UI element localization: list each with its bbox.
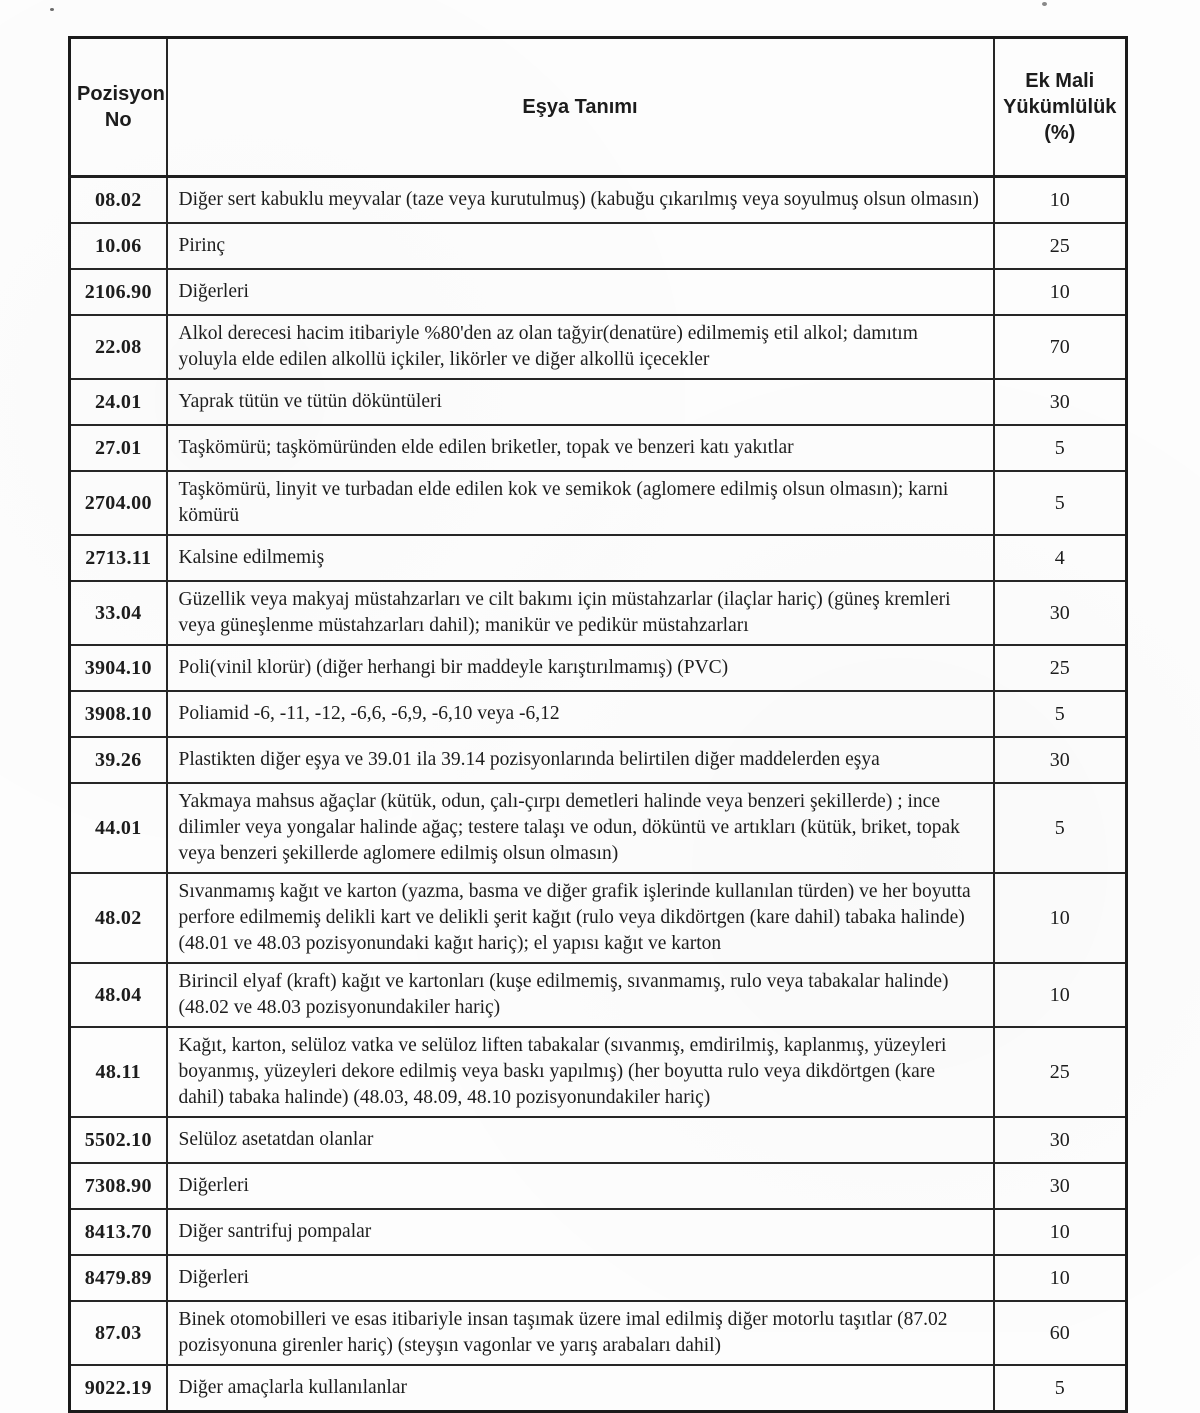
goods-description-cell: Binek otomobilleri ve esas itibariyle insan taşımak üzere imal edilmiş diğer motorlu taşıtlar (87.02 pozisyonuna girenler hariç) (steyşın vagonlar ve yarış arabaları dahil) [167,1301,994,1365]
tariff-table-body [70,177,1127,1412]
position-no-cell: 48.11 [70,1027,167,1117]
position-no-cell: 48.02 [70,873,167,963]
goods-description-cell: Plastikten diğer eşya ve 39.01 ila 39.14 pozisyonlarında belirtilen diğer maddelerden eşya [167,737,994,783]
position-no-cell: 8413.70 [70,1209,167,1255]
additional-duty-rate-cell: 60 [994,1301,1127,1365]
goods-description-cell: Diğerleri [167,269,994,315]
position-no-cell: 87.03 [70,1301,167,1365]
additional-duty-rate-cell: 10 [994,963,1127,1027]
position-no-cell: 10.06 [70,223,167,269]
additional-duty-rate-cell: 70 [994,315,1127,379]
table-row [70,645,1127,691]
table-row [70,379,1127,425]
additional-duty-rate-cell: 10 [994,873,1127,963]
position-no-cell: 5502.10 [70,1117,167,1163]
additional-duty-rate-cell: 5 [994,783,1127,873]
goods-description-cell: Alkol derecesi hacim itibariyle %80'den az olan tağyir(denatüre) edilmemiş etil alkol; damıtım yoluyla elde edilen alkollü içkiler, likörler ve diğer alkollü içecekler [167,315,994,379]
table-row [70,315,1127,379]
goods-description-cell: Poliamid -6, -11, -12, -6,6, -6,9, -6,10 veya -6,12 [167,691,994,737]
position-no-cell: 44.01 [70,783,167,873]
table-row [70,535,1127,581]
position-no-cell: 2704.00 [70,471,167,535]
additional-duty-rate-cell: 10 [994,177,1127,224]
scan-speck [50,8,54,11]
goods-description-cell: Kağıt, karton, selüloz vatka ve selüloz liften tabakalar (sıvanmış, emdirilmiş, kaplanmış, yüzeyleri boyanmış, yüzeyleri dekore edilmiş veya baskı yapılmış) (her boyutta rulo veya dikdörtgen (kare dahil) tabaka halinde) (48.03, 48.09, 48.10 pozisyonundakiler hariç) [167,1027,994,1117]
goods-description-cell: Diğerleri [167,1163,994,1209]
header-row [70,38,1127,177]
table-row [70,1301,1127,1365]
position-no-cell: 22.08 [70,315,167,379]
position-no-cell: 39.26 [70,737,167,783]
position-no-cell: 08.02 [70,177,167,224]
scan-speck [1042,2,1047,6]
table-row [70,1209,1127,1255]
goods-description-cell: Yaprak tütün ve tütün döküntüleri [167,379,994,425]
goods-description-cell: Güzellik veya makyaj müstahzarları ve cilt bakımı için müstahzarlar (ilaçlar hariç) (güneş kremleri veya güneşlenme müstahzarları dahil); manikür ve pedikür müstahzarları [167,581,994,645]
additional-duty-rate-cell: 25 [994,645,1127,691]
header-ek-mali-yukumluluk: Ek Mali Yükümlülük (%) [994,38,1127,177]
position-no-cell: 7308.90 [70,1163,167,1209]
position-no-cell: 27.01 [70,425,167,471]
table-row [70,425,1127,471]
table-row [70,963,1127,1027]
table-row [70,471,1127,535]
goods-description-cell: Diğer amaçlarla kullanılanlar [167,1365,994,1412]
goods-description-cell: Diğer santrifuj pompalar [167,1209,994,1255]
position-no-cell: 2713.11 [70,535,167,581]
table-row [70,1163,1127,1209]
goods-description-cell: Selüloz asetatdan olanlar [167,1117,994,1163]
tariff-table [68,36,1128,1413]
table-row [70,1255,1127,1301]
goods-description-cell: Taşkömürü; taşkömüründen elde edilen briketler, topak ve benzeri katı yakıtlar [167,425,994,471]
table-row [70,177,1127,224]
goods-description-cell: Yakmaya mahsus ağaçlar (kütük, odun, çalı-çırpı demetleri halinde veya benzeri şekillerde) ; ince dilimler veya yongalar halinde ağaç; testere talaşı ve odun, döküntü ve artıkları (kütük, briket, topak veya benzeri şekillerde aglomere edilmiş olsun olmasın) [167,783,994,873]
table-row [70,1117,1127,1163]
additional-duty-rate-cell: 30 [994,581,1127,645]
header-pozisyon-no: Pozisyon No [70,38,167,177]
position-no-cell: 2106.90 [70,269,167,315]
additional-duty-rate-cell: 30 [994,737,1127,783]
additional-duty-rate-cell: 5 [994,1365,1127,1412]
additional-duty-rate-cell: 30 [994,1163,1127,1209]
goods-description-cell: Diğerleri [167,1255,994,1301]
position-no-cell: 9022.19 [70,1365,167,1412]
additional-duty-rate-cell: 25 [994,1027,1127,1117]
additional-duty-rate-cell: 5 [994,471,1127,535]
additional-duty-rate-cell: 10 [994,1209,1127,1255]
header-esya-tanimi: Eşya Tanımı [167,38,994,177]
additional-duty-rate-cell: 5 [994,691,1127,737]
goods-description-cell: Taşkömürü, linyit ve turbadan elde edilen kok ve semikok (aglomere edilmiş olsun olmasın); karni kömürü [167,471,994,535]
additional-duty-rate-cell: 10 [994,269,1127,315]
additional-duty-rate-cell: 25 [994,223,1127,269]
goods-description-cell: Poli(vinil klorür) (diğer herhangi bir maddeyle karıştırılmamış) (PVC) [167,645,994,691]
table-row [70,223,1127,269]
tariff-table-header [70,38,1127,177]
table-row [70,691,1127,737]
additional-duty-rate-cell: 30 [994,379,1127,425]
goods-description-cell: Sıvanmamış kağıt ve karton (yazma, basma ve diğer grafik işlerinde kullanılan türden) ve her boyutta perfore edilmemiş delikli kart ve delikli şerit kağıt (rulo veya dikdörtgen (kare dahil) tabaka halinde) (48.01 ve 48.03 pozisyonundaki kağıt hariç); el yapısı kağıt ve karton [167,873,994,963]
goods-description-cell: Birincil elyaf (kraft) kağıt ve kartonları (kuşe edilmemiş, sıvanmamış, rulo veya tabakalar halinde) (48.02 ve 48.03 pozisyonundakiler hariç) [167,963,994,1027]
table-row [70,873,1127,963]
goods-description-cell: Diğer sert kabuklu meyvalar (taze veya kurutulmuş) (kabuğu çıkarılmış veya soyulmuş olsun olmasın) [167,177,994,224]
position-no-cell: 3904.10 [70,645,167,691]
additional-duty-rate-cell: 4 [994,535,1127,581]
table-row [70,737,1127,783]
table-row [70,1027,1127,1117]
position-no-cell: 48.04 [70,963,167,1027]
position-no-cell: 3908.10 [70,691,167,737]
table-row [70,581,1127,645]
position-no-cell: 8479.89 [70,1255,167,1301]
table-row [70,269,1127,315]
position-no-cell: 24.01 [70,379,167,425]
additional-duty-rate-cell: 10 [994,1255,1127,1301]
position-no-cell: 33.04 [70,581,167,645]
table-row [70,783,1127,873]
goods-description-cell: Pirinç [167,223,994,269]
additional-duty-rate-cell: 30 [994,1117,1127,1163]
additional-duty-rate-cell: 5 [994,425,1127,471]
goods-description-cell: Kalsine edilmemiş [167,535,994,581]
table-row [70,1365,1127,1412]
